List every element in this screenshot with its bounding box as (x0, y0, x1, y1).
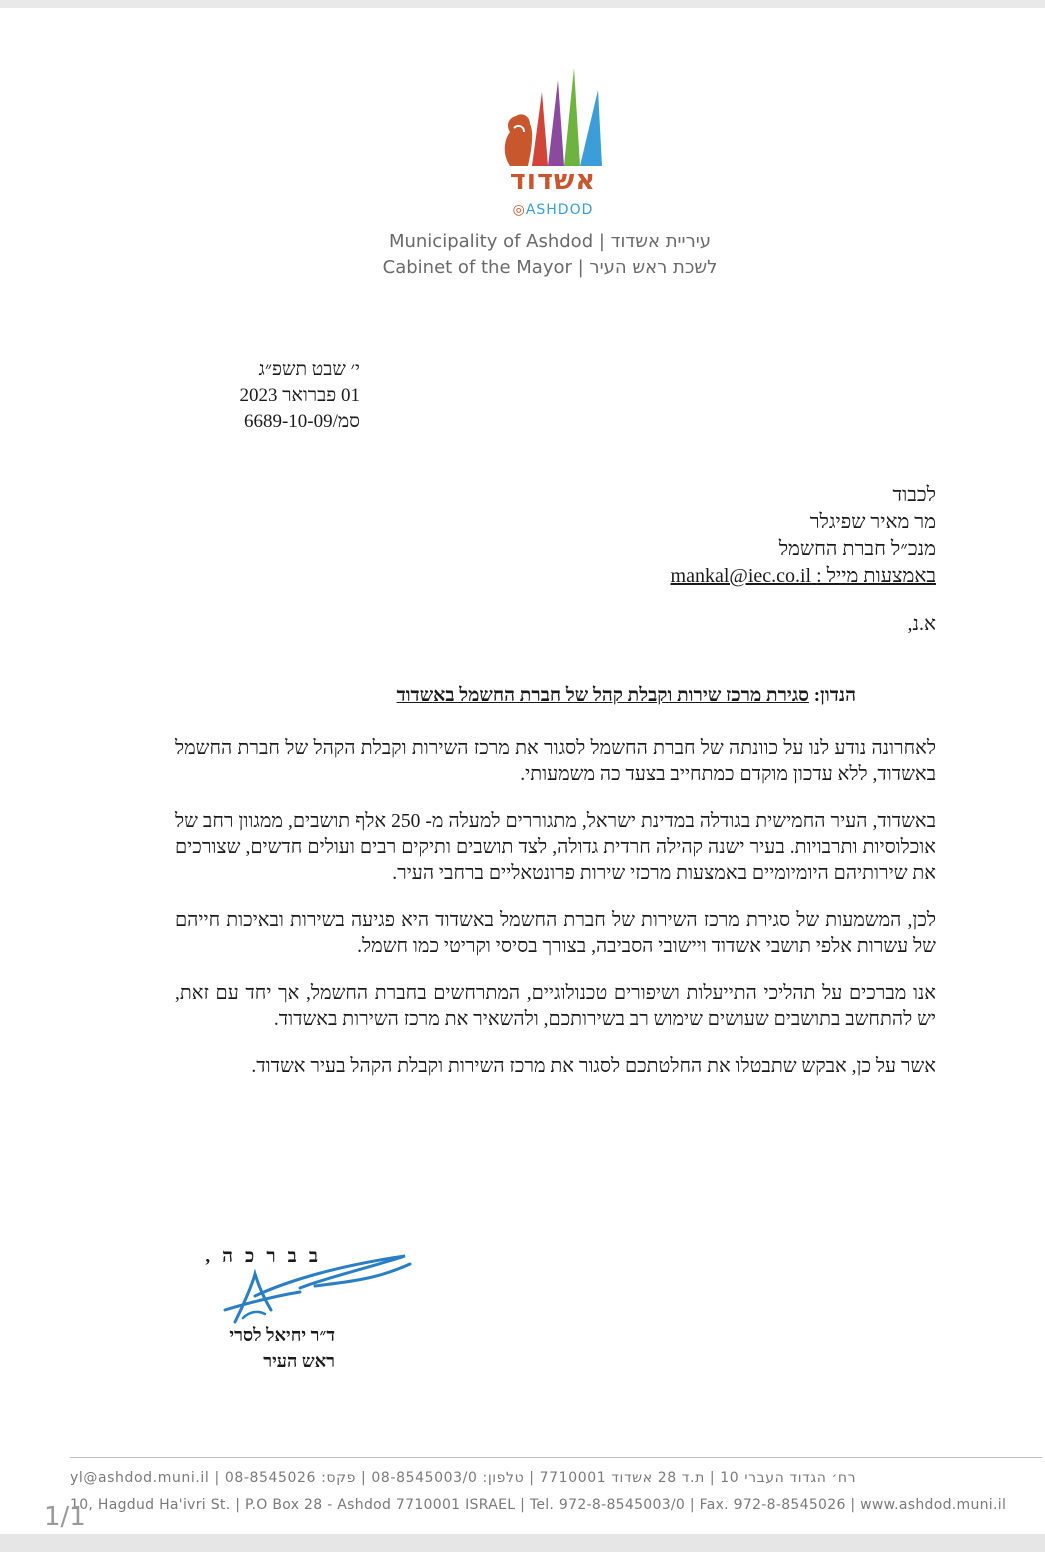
letterhead-title (340, 229, 760, 281)
greeting: א.נ, (907, 613, 936, 635)
via-email-label: באמצעות מייל : (816, 565, 936, 587)
cabinet-line: Cabinet of the Mayor | לשכת ראש העיר (382, 257, 718, 278)
signer-block (150, 1322, 335, 1374)
footer-english-address: 10, Hagdud Ha'ivri St. | P.O Box 28 - Ashdod 7710001 ISRAEL | Tel. 972-8-8545003/0 | Fax. 972-8-8545026 | www.ashdod.muni.il (70, 1497, 1007, 1513)
subject-label: הנדון: (813, 685, 856, 706)
municipality-line: Municipality of Ashdod | עיריית אשדוד (388, 231, 712, 252)
recipient-email-line (560, 563, 936, 590)
handwritten-signature (205, 1252, 420, 1327)
letter-body (175, 736, 936, 1101)
signer-name: ד״ר יחיאל לסרי (229, 1325, 335, 1345)
subject-text: סגירת מרכז שירות וקבלת קהל של חברת החשמל באשדוד (396, 685, 809, 706)
signer-title: ראש העיר (263, 1351, 335, 1371)
logo-emblem-icon: ◎ (512, 202, 526, 218)
ashdod-logo-graphic (488, 62, 618, 167)
date-block (170, 357, 360, 435)
logo-hebrew-name: אשדוד (509, 165, 597, 196)
logo-english-text: ASHDOD (525, 202, 594, 218)
body-paragraph: לאחרונה נודע לנו על כוונתה של חברת החשמל לסגור את מרכז השירות וקבלת הקהל של חברת החשמל באשדוד, ללא עדכון מוקדם כמתחייב בצעד כה משמעותי. (175, 738, 936, 785)
recipient-block (560, 482, 936, 590)
recipient-email[interactable]: mankal@iec.co.il (670, 565, 812, 587)
body-paragraph: באשדוד, העיר החמישית בגודלה במדינת ישראל, מתגוררים למעלה מ- 250 אלף תושבים, ממגוון רחב של אוכלוסיות ותרבויות. בעיר ישנה קהילה חרדית גדולה, לצד תושבים ותיקים רבים ועולים חדשים, שצורכים את שירותיהם היומיומיים באמצעות מרכזי שירות פרונטאליים ברחבי העיר. (175, 811, 936, 884)
gregorian-date: 01 פברואר 2023 (239, 385, 360, 406)
body-paragraph: לכן, המשמעות של סגירת מרכז השירות של חברת החשמל באשדוד היא פגיעה בשירות ובאיכות חייהם של עשרות אלפי תושבי אשדוד ויישובי הסביבה, בצורך בסיסי וקריטי כמו חשמל. (175, 910, 936, 957)
logo-english-name (488, 202, 618, 218)
ashdod-logo (488, 62, 618, 224)
recipient-honorific: לכבוד (892, 484, 936, 506)
recipient-name: מר מאיר שפיגלר (809, 511, 936, 533)
viewer-top-bar (0, 0, 1045, 8)
hebrew-date: י׳ שבט תשפ״ג (258, 359, 360, 380)
subject-line (170, 685, 856, 707)
closing: בברכה, (205, 1246, 330, 1267)
viewer-bottom-bar (0, 1534, 1045, 1552)
page-indicator: 1/1 (44, 1502, 86, 1532)
footer-divider (70, 1457, 1042, 1458)
footer-hebrew-address: רח׳ הגדוד העברי 10 | ת.ד 28 אשדוד 7710001 | טלפון: 08-8545003/0 | פקס: 08-8545026 | yl@ashdod.muni.il (70, 1470, 857, 1486)
recipient-title: מנכ״ל חברת החשמל (778, 538, 936, 560)
body-paragraph: אשר על כן, אבקש שתבטלו את החלטתכם לסגור את מרכז השירות וקבלת הקהל בעיר אשדוד. (251, 1056, 936, 1077)
reference-number: סמ/6689-10-09 (243, 411, 360, 432)
body-paragraph: אנו מברכים על תהליכי התייעלות ושיפורים טכנולוגיים, המתרחשים בחברת החשמל, אך יחד עם זאת, יש להתחשב בתושבים שעושים שימוש רב בשירותכם, ולהשאיר את מרכז השירות באשדוד. (175, 983, 936, 1030)
